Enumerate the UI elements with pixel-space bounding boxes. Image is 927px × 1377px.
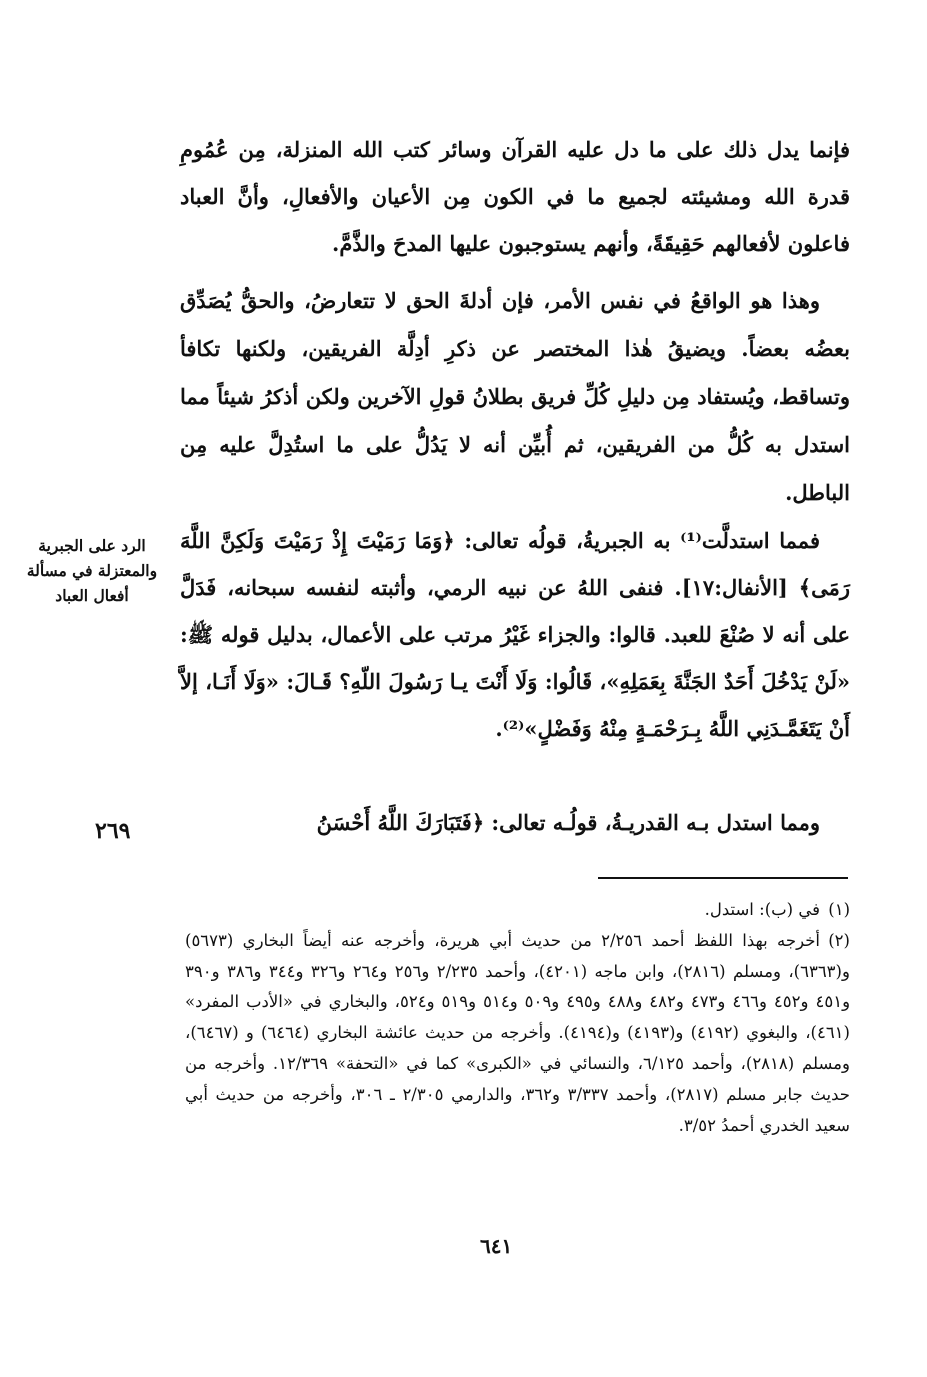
margin-heading: الرد على الجبرية والمعتزلة في مسألة أفعال العباد: [26, 536, 158, 605]
footnote-1: [185, 895, 850, 926]
footnote-2: [185, 926, 850, 1142]
footnote-divider: [598, 877, 848, 879]
page-number: ٦٤١: [480, 1234, 513, 1258]
footnote-number: (٢): [828, 930, 850, 950]
paragraph-text: وهذا هو الواقعُ في نفس الأمر، فإن أدلةَ الحق لا تتعارضُ، والحقُّ يُصَدِّق بعضُه بعضاً. ويضيقُ هٰذا المختصر عن ذكرِ أدِلَّة الفريقين، ولكنها تكافأ وتساقط، ويُستفاد مِن دليلِ كُلِّ فريق بطلانُ قولِ الآخرين ولكن أذكرُ شيئاً مما استدل به كُلُّ من الفريقين، ثم أُبيِّن أنه لا يَدُلُّ على ما استُدِلَّ عليه مِن الباطل.: [180, 288, 850, 505]
margin-reference-number: ٢٦٩: [95, 818, 131, 844]
footnote-number: (١): [828, 900, 850, 919]
footnote-text: في (ب): استدل.: [704, 900, 820, 919]
footnotes: [185, 895, 850, 1141]
paragraph-text: فإنما يدل ذلك على ما دل عليه القرآن وسائر كتب الله المنزلة، مِن عُمُومِ قدرة الله ومشيئته لجميع ما في الكون مِن الأعيان والأفعالِ، وأنَّ العباد فاعلون لأفعالهم حَقِيقَةً، وأنهم يستوجبون عليها المدحَ والذَّمَّ.: [180, 137, 850, 256]
main-paragraph-3: [180, 517, 850, 752]
footnote-text: أخرجه بهذا اللفظ أحمد ٢/٢٥٦ من حديث أبي هريرة، وأخرجه عنه أيضاً البخاري (٥٦٧٣) و(٦٣٦٣)، ومسلم (٢٨١٦)، وابن ماجه (٤٢٠١)، وأحمد ٢/٢٣٥ و٢٥٦ و٢٦٤ و٣٢٦ و٣٤٤ و٣٨٦ و٣٩٠ و٤٥١ و٤٥٢ و٤٦٦ و٤٧٣ و٤٨٢ و٤٨٨ و٤٩٥ و٥٠٩ و٥١٤ و٥١٩ و٥٢٤، والبخاري في «الأدب المفرد» (٤٦١)، والبغوي (٤١٩٢) و(٤١٩٣) و(٤١٩٤). وأخرجه من حديث عائشة البخاري (٦٤٦٤) و (٦٤٦٧)، ومسلم (٢٨١٨)، وأحمد ٦/١٢٥، والنسائي في «الكبرى» كما في «التحفة» ١٢/٣٦٩. وأخرجه من حديث جابر مسلم (٢٨١٧)، وأحمد ٣/٣٣٧ و٣٦٢، والدارمي ٢/٣٠٥ ـ ٣٠٦، وأخرجه من حديث أبي سعيد الخدري أحمدُ ٣/٥٢.: [185, 930, 851, 1135]
paragraph-text: ومما استدل بـه القدريـةُ، قولُـه تعالى: ﴿فَتَبَارَكَ اللَّهُ أَحْسَنُ: [316, 810, 820, 835]
main-paragraph-2: [180, 277, 850, 517]
main-paragraph-1: [180, 126, 850, 267]
main-paragraph-4: [180, 810, 850, 835]
paragraph-text: فمما استدلَّت⁽¹⁾ به الجبريةُ، قولُه تعالى: ﴿وَمَا رَمَيْتَ إِذْ رَمَيْتَ وَلَكِنَّ اللَّهَ رَمَى﴾ [الأنفال:١٧]. فنفى اللهُ عن نبيه الرمي، وأثبته لنفسه سبحانه، فَدَلَّ على أنه لا صُنْعَ للعبد. قالوا: والجزاء غَيْرُ مرتب على الأعمال، بدليل قوله ﷺ: «لَنْ يَدْخُلَ أَحَدٌ الجَنَّةَ بِعَمَلِهِ»، قَالُوا: وَلَا أَنْتَ يـا رَسُولَ اللّهِ؟ قَـالَ: «وَلَا أَنَـا، إلاَّ أَنْ يَتَغَمَّـدَنِي اللَّهُ بِـرَحْمَـةٍ مِنْهُ وَفَضْلٍ»⁽²⁾.: [180, 528, 850, 741]
